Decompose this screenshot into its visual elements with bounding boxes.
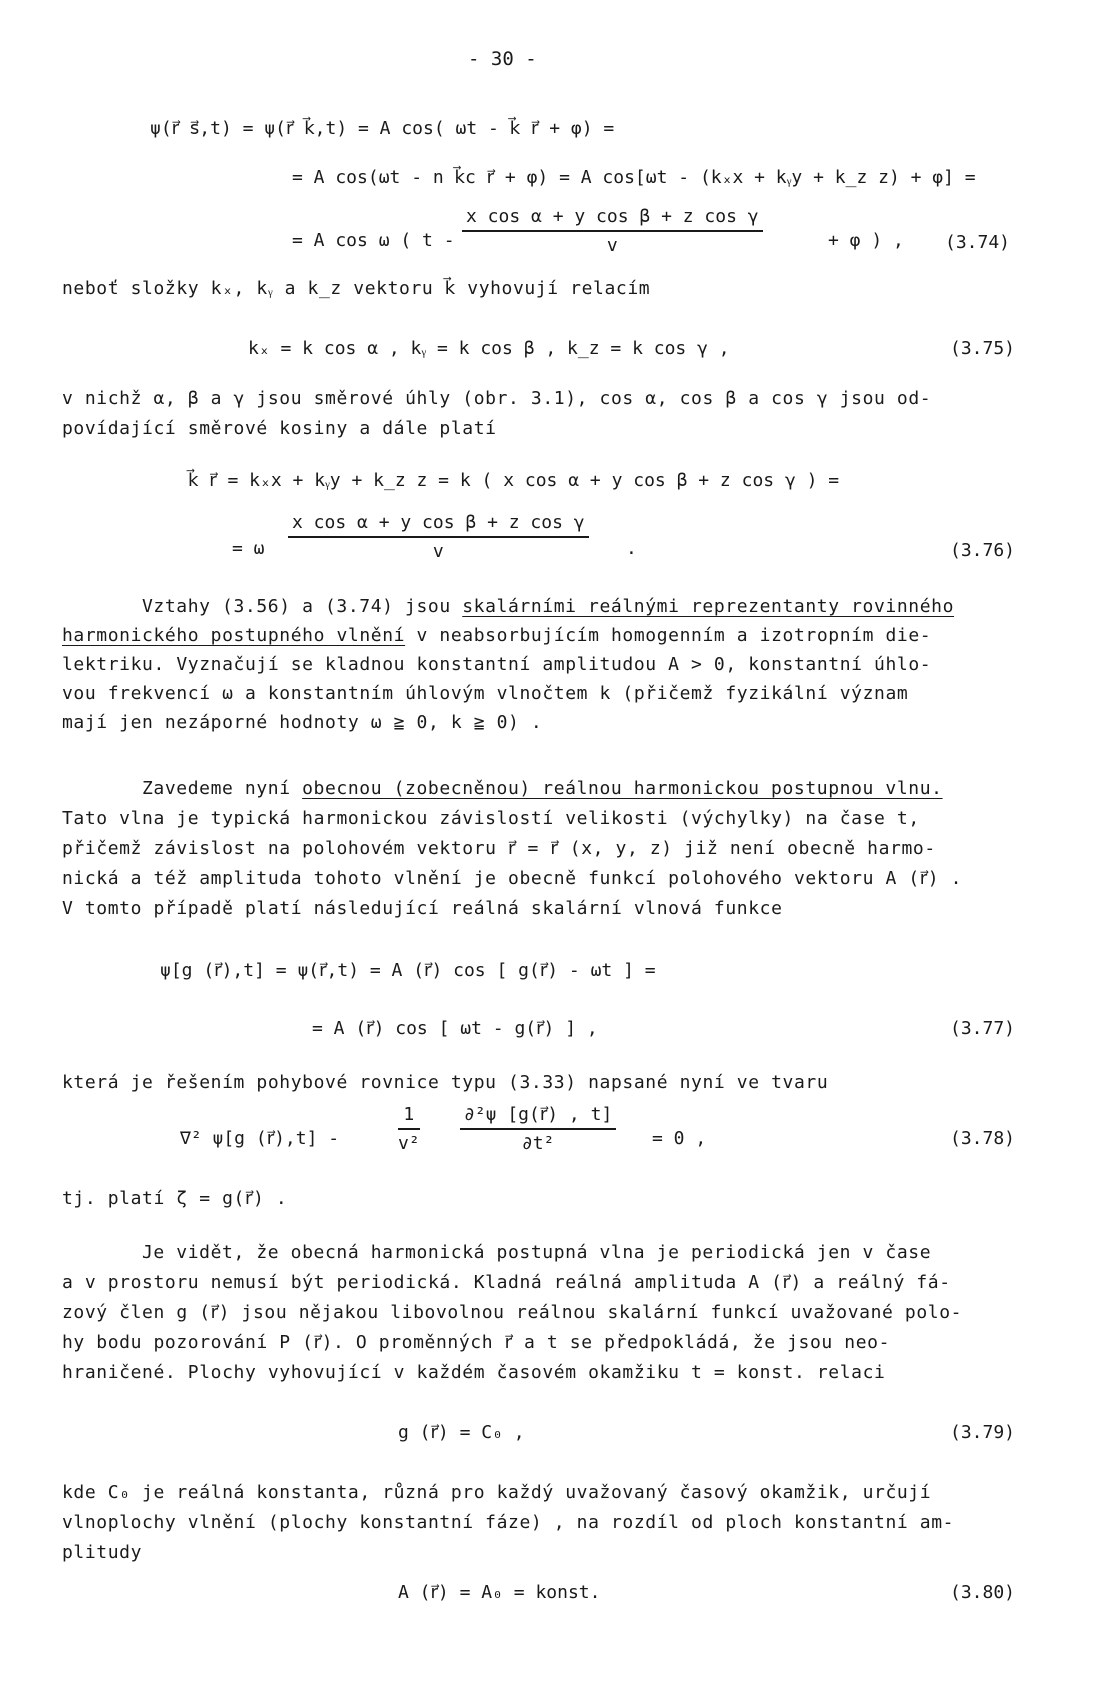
equation-3-74-line-1: ψ(r⃗ s⃗,t) = ψ(r⃗ k⃗,t) = A cos( ωt - k⃗ r⃗ + φ) = [150,118,615,139]
text-ktera: která je řešením pohybové rovnice typu (3.33) napsané nyní ve tvaru [62,1072,829,1093]
equation-number-3-75: (3.75) [950,338,1016,359]
para1-line-4: vou frekvencí ω a konstantním úhlovým vlnočtem k (přičemž fyzikální význam [62,683,909,704]
equation-number-3-79: (3.79) [950,1422,1016,1443]
para4-line-3: plitudy [62,1542,143,1563]
equation-number-3-76: (3.76) [950,540,1016,561]
page-number: - 30 - [468,48,537,70]
equation-3-74-line-2: = A cos(ωt - n k⃗c r⃗ + φ) = A cos[ωt - (kₓx + kᵧy + k_z z) + φ] = [292,167,976,188]
equation-3-76-denominator: v [432,541,444,562]
para2-line-5: V tomto případě platí následující reálná skalární vlnová funkce [62,898,783,919]
equation-number-3-80: (3.80) [950,1582,1016,1603]
equation-3-76-prefix: = ω [232,538,265,559]
equation-3-78-fraction-2 [460,1104,616,1154]
equation-3-76-fraction [288,512,589,562]
equation-3-78-fraction-1 [398,1104,420,1154]
para3-line-3: zový člen g (r⃗) jsou nějakou libovolnou reálnou skalární funkcí uvažované polo- [62,1302,963,1323]
equation-3-78-fraction-2-denominator: ∂t² [521,1133,555,1154]
para1-line-1-text: Vztahy (3.56) a (3.74) jsou [142,596,463,617]
para1-line-2-underlined: harmonického postupného vlnění [62,625,406,646]
equation-3-77-line-1: ψ[g (r⃗),t] = ψ(r⃗,t) = A (r⃗) cos [ g(r⃗) - ωt ] = [160,960,656,981]
equation-3-79: g (r⃗) = C₀ , [398,1422,525,1443]
equation-3-80: A (r⃗) = A₀ = konst. [398,1582,601,1603]
equation-3-74-numerator: x cos α + y cos β + z cos γ [466,206,759,227]
equation-3-76-line-1: k⃗ r⃗ = kₓx + kᵧy + k_z z = k ( x cos α + y cos β + z cos γ ) = [188,470,840,491]
equation-3-78-fraction-1-denominator: v² [398,1133,420,1154]
para1-line-5: mají jen nezáporné hodnoty ω ≧ 0, k ≧ 0) . [62,712,543,733]
equation-3-78-right: = 0 , [652,1128,707,1149]
equation-3-78-fraction-2-numerator: ∂²ψ [g(r⃗) , t] [464,1104,613,1125]
para3-line-2: a v prostoru nemusí být periodická. Kladná reálná amplituda A (r⃗) a reálný fá- [62,1272,951,1293]
para2-line-4: nická a též amplituda tohoto vlnění je obecně funkcí polohového vektoru A (r⃗) . [62,868,963,889]
text-nebot: neboť složky kₓ, kᵧ a k_z vektoru k⃗ vyhovují relacím [62,278,651,299]
equation-3-74-denominator: v [606,235,618,256]
para1-line-3: lektriku. Vyznačují se kladnou konstantní amplitudou A > 0, konstantní úhlo- [62,654,932,675]
equation-3-78-left: ∇² ψ[g (r⃗),t] - [180,1128,340,1149]
para4-line-1: kde C₀ je reálná konstanta, různá pro každý uvažovaný časový okamžik, určují [62,1482,932,1503]
equation-3-78-fraction-1-numerator: 1 [403,1104,415,1125]
equation-3-74-line-3-suffix: + φ ) , [828,230,904,251]
text-vnichz-line-1: v nichž α, β a γ jsou směrové úhly (obr. 3.1), cos α, cos β a cos γ jsou od- [62,388,932,409]
equation-3-77-line-2: = A (r⃗) cos [ ωt - g(r⃗) ] , [312,1018,598,1039]
equation-number-3-74: (3.74) [945,232,1011,253]
para3-line-1: Je vidět, že obecná harmonická postupná vlna je periodická jen v čase [142,1242,932,1263]
para3-line-4: hy bodu pozorování P (r⃗). O proměnných r⃗ a t se předpokládá, že jsou neo- [62,1332,891,1353]
para1-line-2-text: v neabsorbujícím homogenním a izotropním die- [405,625,932,646]
para2-line-3: přičemž závislost na polohovém vektoru r⃗ = r⃗ (x, y, z) již není obecně harmo- [62,838,936,859]
para1-line-1 [142,596,954,617]
para4-line-2: vlnoplochy vlnění (plochy konstantní fáze) , na rozdíl od ploch konstantní am- [62,1512,955,1533]
equation-3-76-suffix: . [626,538,637,559]
equation-3-75: kₓ = k cos α , kᵧ = k cos β , k_z = k cos γ , [248,338,730,359]
para1-line-2 [62,625,931,646]
equation-3-76-numerator: x cos α + y cos β + z cos γ [292,512,585,533]
para2-line-2: Tato vlna je typická harmonickou závislostí velikosti (výchylky) na čase t, [62,808,920,829]
equation-number-3-78: (3.78) [950,1128,1016,1149]
text-tj: tj. platí ζ = g(r⃗) . [62,1188,288,1209]
equation-3-74-fraction [462,206,763,256]
para1-line-1-underlined: skalárními reálnými reprezentanty rovinného [462,596,955,617]
para2-line-1-text: Zavedeme nyní [142,778,303,799]
para3-line-5: hraničené. Plochy vyhovující v každém časovém okamžiku t = konst. relaci [62,1362,886,1383]
para2-line-1-underlined: obecnou (zobecněnou) reálnou harmonickou postupnou vlnu. [302,778,943,799]
equation-3-74-line-3-prefix: = A cos ω ( t - [292,230,455,251]
para2-line-1 [142,778,943,799]
equation-number-3-77: (3.77) [950,1018,1016,1039]
text-vnichz-line-2: povídající směrové kosiny a dále platí [62,418,497,439]
